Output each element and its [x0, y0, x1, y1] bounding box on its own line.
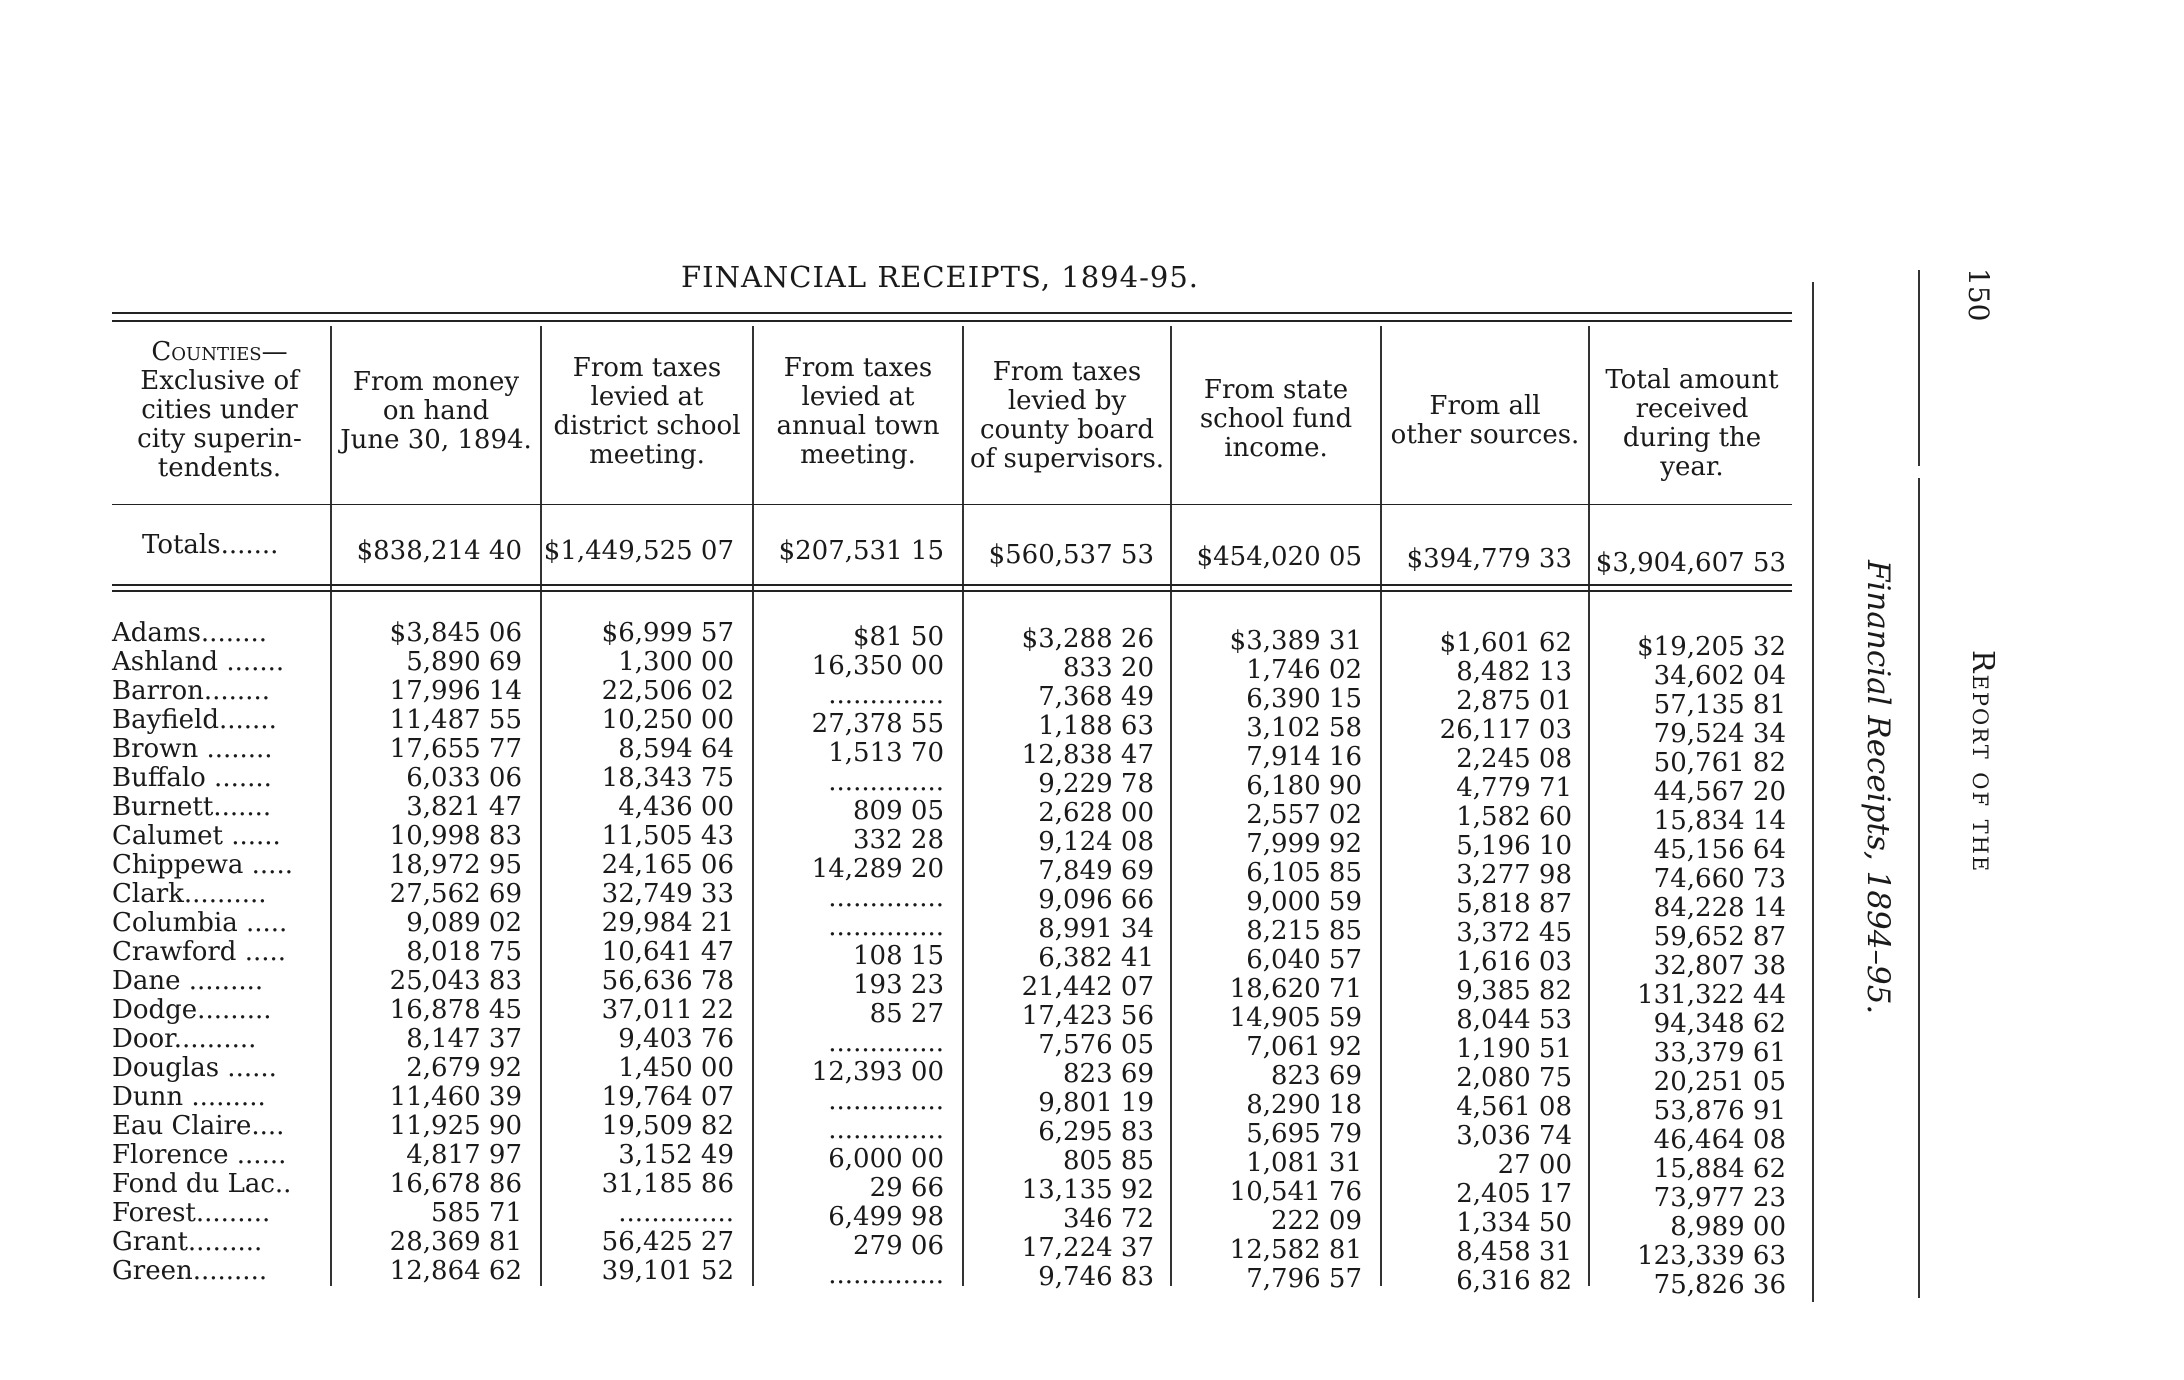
- header-line: levied at: [801, 382, 915, 412]
- header-district-school: [542, 354, 752, 470]
- cell-money-on-hand: 11,487 55: [389, 705, 522, 735]
- cell-annual-town: 6,000 00: [828, 1144, 944, 1174]
- cell-state-school-fund: 1,746 02: [1246, 655, 1362, 685]
- cell-county-board: $3,288 26: [1021, 624, 1154, 654]
- cell-other-sources: 27 00: [1497, 1150, 1572, 1180]
- cell-state-school-fund: 8,290 18: [1246, 1090, 1362, 1120]
- cell-annual-town: 12,393 00: [811, 1057, 944, 1087]
- cell-money-on-hand: 8,147 37: [406, 1024, 522, 1054]
- cell-district-school: ..............: [618, 1198, 734, 1228]
- county-name: Eau Claire....: [112, 1111, 285, 1141]
- header-line: June 30, 1894.: [340, 425, 532, 455]
- header-state-school-fund: [1172, 376, 1380, 463]
- cell-state-school-fund: $3,389 31: [1229, 626, 1362, 656]
- county-name: Green.........: [112, 1256, 268, 1286]
- county-name: Adams........: [112, 618, 268, 648]
- cell-other-sources: 8,482 13: [1456, 657, 1572, 687]
- cell-money-on-hand: 11,460 39: [389, 1082, 522, 1112]
- header-line: From taxes: [783, 353, 933, 383]
- cell-total-amount: 94,348 62: [1653, 1009, 1786, 1039]
- cell-district-school: 24,165 06: [601, 850, 734, 880]
- cell-district-school: 37,011 22: [601, 995, 734, 1025]
- header-line: tendents.: [157, 453, 282, 483]
- header-line: From money: [352, 367, 520, 397]
- header-line: income.: [1224, 433, 1328, 463]
- cell-annual-town: ..............: [828, 1086, 944, 1116]
- header-line: levied at: [590, 382, 704, 412]
- cell-district-school: 56,636 78: [601, 966, 734, 996]
- cell-county-board: 9,229 78: [1038, 769, 1154, 799]
- cell-county-board: 9,124 08: [1038, 827, 1154, 857]
- header-total-amount: [1590, 366, 1794, 482]
- header-line: city superin-: [137, 424, 302, 454]
- totals-rule-bottom: [112, 590, 1792, 592]
- total-annual-town: $207,531 15: [778, 536, 944, 566]
- cell-county-board: 2,628 00: [1038, 798, 1154, 828]
- cell-annual-town: ..............: [828, 1115, 944, 1145]
- cell-total-amount: 32,807 38: [1653, 951, 1786, 981]
- county-name: Dunn .........: [112, 1082, 266, 1112]
- cell-other-sources: 2,080 75: [1456, 1063, 1572, 1093]
- cell-other-sources: 8,458 31: [1456, 1237, 1572, 1267]
- cell-money-on-hand: 28,369 81: [389, 1227, 522, 1257]
- cell-total-amount: 33,379 61: [1653, 1038, 1786, 1068]
- cell-annual-town: 1,513 70: [828, 738, 944, 768]
- cell-money-on-hand: 6,033 06: [406, 763, 522, 793]
- cell-total-amount: 15,834 14: [1653, 806, 1786, 836]
- total-county-board: $560,537 53: [988, 540, 1154, 570]
- county-name: Columbia .....: [112, 908, 288, 938]
- cell-total-amount: 123,339 63: [1637, 1241, 1786, 1271]
- cell-money-on-hand: $3,845 06: [389, 618, 522, 648]
- cell-district-school: 9,403 76: [618, 1024, 734, 1054]
- header-line: annual town: [776, 411, 940, 441]
- cell-state-school-fund: 6,180 90: [1246, 771, 1362, 801]
- county-name: Douglas ......: [112, 1053, 277, 1083]
- header-county-board: [964, 358, 1170, 474]
- cell-annual-town: 193 23: [853, 970, 944, 1000]
- cell-money-on-hand: 16,678 86: [389, 1169, 522, 1199]
- header-line: meeting.: [589, 440, 705, 470]
- cell-county-board: 7,576 05: [1038, 1030, 1154, 1060]
- cell-money-on-hand: 17,996 14: [389, 676, 522, 706]
- county-name: Buffalo .......: [112, 763, 272, 793]
- cell-money-on-hand: 8,018 75: [406, 937, 522, 967]
- cell-total-amount: 44,567 20: [1653, 777, 1786, 807]
- cell-total-amount: 73,977 23: [1653, 1183, 1786, 1213]
- cell-state-school-fund: 18,620 71: [1229, 974, 1362, 1004]
- cell-district-school: 22,506 02: [601, 676, 734, 706]
- cell-annual-town: 809 05: [853, 796, 944, 826]
- cell-county-board: 7,368 49: [1038, 682, 1154, 712]
- cell-other-sources: 1,582 60: [1456, 802, 1572, 832]
- cell-other-sources: 3,277 98: [1456, 860, 1572, 890]
- cell-annual-town: ..............: [828, 912, 944, 942]
- title-rule-top: [112, 312, 1792, 314]
- cell-other-sources: 1,616 03: [1456, 947, 1572, 977]
- county-name: Brown ........: [112, 734, 273, 764]
- totals-label: Totals.......: [142, 530, 279, 560]
- cell-annual-town: 85 27: [869, 999, 944, 1029]
- header-line: levied by: [1007, 386, 1127, 416]
- cell-state-school-fund: 7,061 92: [1246, 1032, 1362, 1062]
- county-name: Chippewa .....: [112, 850, 293, 880]
- cell-county-board: 17,224 37: [1021, 1233, 1154, 1263]
- cell-state-school-fund: 2,557 02: [1246, 800, 1362, 830]
- cell-annual-town: 108 15: [853, 941, 944, 971]
- header-line: other sources.: [1390, 420, 1580, 450]
- cell-total-amount: $19,205 32: [1637, 632, 1786, 662]
- cell-county-board: 6,295 83: [1038, 1117, 1154, 1147]
- cell-state-school-fund: 6,390 15: [1246, 684, 1362, 714]
- cell-district-school: 18,343 75: [601, 763, 734, 793]
- cell-state-school-fund: 8,215 85: [1246, 916, 1362, 946]
- header-line: county board: [980, 415, 1154, 445]
- margin-rule: [1918, 478, 1920, 1298]
- cell-total-amount: 8,989 00: [1670, 1212, 1786, 1242]
- cell-state-school-fund: 9,000 59: [1246, 887, 1362, 917]
- header-line: cities under: [141, 395, 298, 425]
- running-subtitle: Financial Receipts, 1894–95.: [1860, 560, 1896, 1015]
- total-district-school: $1,449,525 07: [543, 536, 734, 566]
- cell-total-amount: 34,602 04: [1653, 661, 1786, 691]
- header-line: during the: [1622, 423, 1762, 453]
- cell-district-school: 31,185 86: [601, 1169, 734, 1199]
- cell-district-school: 1,450 00: [618, 1053, 734, 1083]
- cell-money-on-hand: 12,864 62: [389, 1256, 522, 1286]
- cell-state-school-fund: 10,541 76: [1229, 1177, 1362, 1207]
- cell-money-on-hand: 2,679 92: [406, 1053, 522, 1083]
- header-line: From taxes: [572, 353, 722, 383]
- cell-county-board: 9,096 66: [1038, 885, 1154, 915]
- cell-county-board: 823 69: [1063, 1059, 1154, 1089]
- header-other-sources: [1382, 392, 1588, 450]
- cell-county-board: 6,382 41: [1038, 943, 1154, 973]
- cell-other-sources: 4,561 08: [1456, 1092, 1572, 1122]
- total-other-sources: $394,779 33: [1406, 544, 1572, 574]
- cell-state-school-fund: 222 09: [1271, 1206, 1362, 1236]
- county-name: Calumet ......: [112, 821, 281, 851]
- cell-annual-town: 279 06: [853, 1231, 944, 1261]
- cell-district-school: 19,764 07: [601, 1082, 734, 1112]
- cell-money-on-hand: 3,821 47: [406, 792, 522, 822]
- cell-other-sources: $1,601 62: [1439, 628, 1572, 658]
- cell-annual-town: ..............: [828, 680, 944, 710]
- cell-annual-town: ..............: [828, 767, 944, 797]
- cell-annual-town: 29 66: [869, 1173, 944, 1203]
- cell-other-sources: 8,044 53: [1456, 1005, 1572, 1035]
- header-line: Total amount: [1605, 365, 1779, 395]
- cell-money-on-hand: 25,043 83: [389, 966, 522, 996]
- cell-annual-town: 332 28: [853, 825, 944, 855]
- cell-money-on-hand: 10,998 83: [389, 821, 522, 851]
- totals-rule-top: [112, 584, 1792, 586]
- header-line: From all: [1429, 391, 1541, 421]
- header-line: Counties—: [151, 337, 288, 367]
- cell-district-school: 11,505 43: [601, 821, 734, 851]
- cell-annual-town: 16,350 00: [811, 651, 944, 681]
- cell-district-school: 8,594 64: [618, 734, 734, 764]
- cell-county-board: 21,442 07: [1021, 972, 1154, 1002]
- cell-total-amount: 57,135 81: [1653, 690, 1786, 720]
- cell-county-board: 13,135 92: [1021, 1175, 1154, 1205]
- county-name: Barron........: [112, 676, 270, 706]
- cell-money-on-hand: 5,890 69: [406, 647, 522, 677]
- title-rule-bottom: [112, 320, 1792, 322]
- total-money-on-hand: $838,214 40: [356, 536, 522, 566]
- running-head: Report of the: [1965, 650, 2000, 874]
- county-name: Grant.........: [112, 1227, 263, 1257]
- cell-total-amount: 79,524 34: [1653, 719, 1786, 749]
- county-name: Forest.........: [112, 1198, 271, 1228]
- cell-state-school-fund: 3,102 58: [1246, 713, 1362, 743]
- county-name: Fond du Lac..: [112, 1169, 292, 1199]
- cell-county-board: 1,188 63: [1038, 711, 1154, 741]
- cell-total-amount: 84,228 14: [1653, 893, 1786, 923]
- cell-state-school-fund: 1,081 31: [1246, 1148, 1362, 1178]
- cell-total-amount: 75,826 36: [1653, 1270, 1786, 1300]
- page-title: FINANCIAL RECEIPTS, 1894-95.: [681, 260, 1199, 294]
- cell-annual-town: ..............: [828, 883, 944, 913]
- cell-other-sources: 9,385 82: [1456, 976, 1572, 1006]
- cell-state-school-fund: 6,105 85: [1246, 858, 1362, 888]
- cell-total-amount: 53,876 91: [1653, 1096, 1786, 1126]
- header-line: From state: [1203, 375, 1349, 405]
- header-money-on-hand: [332, 368, 540, 455]
- cell-total-amount: 15,884 62: [1653, 1154, 1786, 1184]
- cell-district-school: 10,641 47: [601, 937, 734, 967]
- cell-total-amount: 20,251 05: [1653, 1067, 1786, 1097]
- header-line: meeting.: [800, 440, 916, 470]
- cell-district-school: 3,152 49: [618, 1140, 734, 1170]
- cell-county-board: 8,991 34: [1038, 914, 1154, 944]
- margin-rule: [1918, 270, 1920, 466]
- cell-district-school: 39,101 52: [601, 1256, 734, 1286]
- cell-annual-town: 14,289 20: [811, 854, 944, 884]
- cell-other-sources: 5,818 87: [1456, 889, 1572, 919]
- total-state-school-fund: $454,020 05: [1196, 542, 1362, 572]
- cell-district-school: 1,300 00: [618, 647, 734, 677]
- header-rule: [112, 504, 1792, 505]
- cell-other-sources: 2,405 17: [1456, 1179, 1572, 1209]
- cell-district-school: 19,509 82: [601, 1111, 734, 1141]
- county-name: Crawford .....: [112, 937, 287, 967]
- cell-county-board: 7,849 69: [1038, 856, 1154, 886]
- cell-county-board: 833 20: [1063, 653, 1154, 683]
- cell-other-sources: 3,036 74: [1456, 1121, 1572, 1151]
- header-line: From taxes: [992, 357, 1142, 387]
- header-line: school fund: [1199, 404, 1353, 434]
- county-name: Florence ......: [112, 1140, 287, 1170]
- cell-district-school: 10,250 00: [601, 705, 734, 735]
- cell-annual-town: ..............: [828, 1260, 944, 1290]
- cell-district-school: 29,984 21: [601, 908, 734, 938]
- cell-money-on-hand: 17,655 77: [389, 734, 522, 764]
- cell-district-school: $6,999 57: [601, 618, 734, 648]
- cell-total-amount: 45,156 64: [1653, 835, 1786, 865]
- cell-other-sources: 26,117 03: [1439, 715, 1572, 745]
- county-name: Clark..........: [112, 879, 267, 909]
- cell-money-on-hand: 4,817 97: [406, 1140, 522, 1170]
- cell-state-school-fund: 7,914 16: [1246, 742, 1362, 772]
- cell-money-on-hand: 585 71: [431, 1198, 522, 1228]
- cell-district-school: 32,749 33: [601, 879, 734, 909]
- total-amount: $3,904,607 53: [1595, 548, 1786, 578]
- cell-other-sources: 1,334 50: [1456, 1208, 1572, 1238]
- cell-state-school-fund: 823 69: [1271, 1061, 1362, 1091]
- header-line: of supervisors.: [969, 444, 1165, 474]
- cell-money-on-hand: 16,878 45: [389, 995, 522, 1025]
- cell-state-school-fund: 14,905 59: [1229, 1003, 1362, 1033]
- county-name: Burnett.......: [112, 792, 272, 822]
- cell-district-school: 56,425 27: [601, 1227, 734, 1257]
- cell-total-amount: 59,652 87: [1653, 922, 1786, 952]
- cell-total-amount: 50,761 82: [1653, 748, 1786, 778]
- cell-other-sources: 4,779 71: [1456, 773, 1572, 803]
- cell-state-school-fund: 5,695 79: [1246, 1119, 1362, 1149]
- cell-other-sources: 3,372 45: [1456, 918, 1572, 948]
- cell-district-school: 4,436 00: [618, 792, 734, 822]
- county-name: Dane .........: [112, 966, 264, 996]
- cell-annual-town: 6,499 98: [828, 1202, 944, 1232]
- cell-annual-town: 27,378 55: [811, 709, 944, 739]
- cell-other-sources: 2,245 08: [1456, 744, 1572, 774]
- cell-total-amount: 74,660 73: [1653, 864, 1786, 894]
- county-name: Bayfield.......: [112, 705, 277, 735]
- county-name: Door..........: [112, 1024, 257, 1054]
- header-line: received: [1635, 394, 1749, 424]
- cell-other-sources: 6,316 82: [1456, 1266, 1572, 1296]
- cell-state-school-fund: 7,796 57: [1246, 1264, 1362, 1294]
- header-counties: [112, 338, 327, 483]
- cell-other-sources: 2,875 01: [1456, 686, 1572, 716]
- header-line: district school: [553, 411, 741, 441]
- cell-county-board: 12,838 47: [1021, 740, 1154, 770]
- cell-money-on-hand: 11,925 90: [389, 1111, 522, 1141]
- cell-state-school-fund: 12,582 81: [1229, 1235, 1362, 1265]
- county-name: Dodge.........: [112, 995, 272, 1025]
- cell-annual-town: ..............: [828, 1028, 944, 1058]
- cell-county-board: 9,746 83: [1038, 1262, 1154, 1292]
- header-line: on hand: [382, 396, 490, 426]
- cell-total-amount: 46,464 08: [1653, 1125, 1786, 1155]
- county-name: Ashland .......: [112, 647, 285, 677]
- cell-money-on-hand: 18,972 95: [389, 850, 522, 880]
- margin-rule: [1812, 282, 1814, 1302]
- cell-money-on-hand: 27,562 69: [389, 879, 522, 909]
- header-line: year.: [1660, 452, 1724, 482]
- cell-state-school-fund: 7,999 92: [1246, 829, 1362, 859]
- cell-state-school-fund: 6,040 57: [1246, 945, 1362, 975]
- cell-total-amount: 131,322 44: [1637, 980, 1786, 1010]
- cell-county-board: 9,801 19: [1038, 1088, 1154, 1118]
- cell-county-board: 805 85: [1063, 1146, 1154, 1176]
- cell-annual-town: $81 50: [853, 622, 944, 652]
- cell-money-on-hand: 9,089 02: [406, 908, 522, 938]
- cell-other-sources: 5,196 10: [1456, 831, 1572, 861]
- cell-county-board: 346 72: [1063, 1204, 1154, 1234]
- cell-county-board: 17,423 56: [1021, 1001, 1154, 1031]
- header-annual-town: [754, 354, 962, 470]
- page-number: 150: [1962, 268, 1995, 322]
- header-line: Exclusive of: [140, 366, 299, 396]
- cell-other-sources: 1,190 51: [1456, 1034, 1572, 1064]
